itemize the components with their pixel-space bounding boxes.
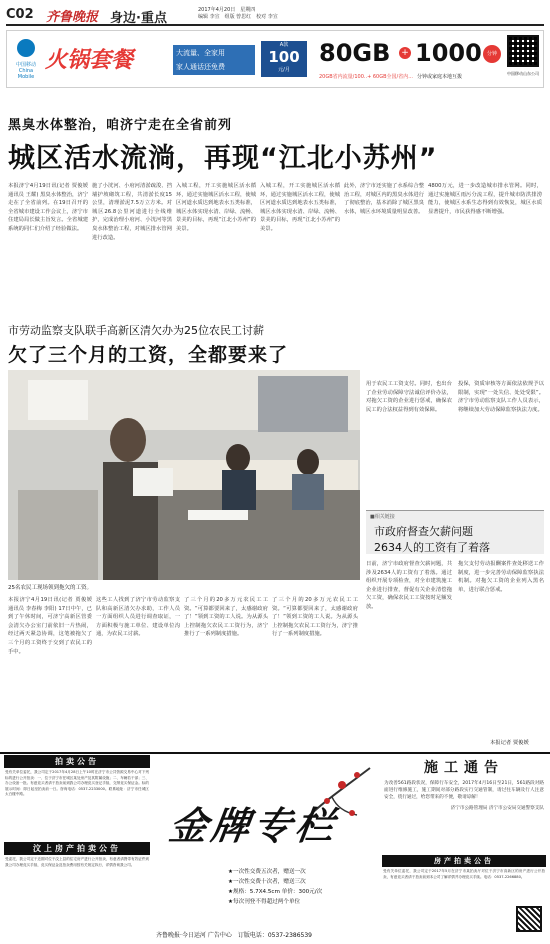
article2-col-c: 用于农民工工资支付。同时，也出台了企业劳动保障守法诚信评价办法，对拖欠工资的企业进行惩戒，确保农民工的合法权益得到有效保障。 bbox=[366, 381, 452, 413]
construction-notice-title: 施工通告 bbox=[424, 760, 504, 776]
gold-column-ad bbox=[152, 755, 378, 943]
data-amount: 80GB bbox=[319, 39, 391, 67]
article2-col-d: 投保，资质审核等方面依法依规予以限制，实现“一处失信、处处受限”。济宁市劳动监察支队工作人员表示，将继续加大劳动保障监察执法力度。 bbox=[458, 381, 544, 413]
qr-code-icon bbox=[507, 35, 539, 67]
gold-column-footer: 齐鲁晚报·今日运河 广告中心 订版电话：0537-2386539 bbox=[156, 932, 312, 939]
page-header bbox=[6, 6, 544, 26]
article2-col-f: 日前，济宁市政府督查欠薪问题，共涉及2634人的工资有了着落。通过组织开展专项检查，对全市建筑施工企业进行排查，督促有关企业清偿拖欠工资，确保农民工工资按时足额发放。 bbox=[366, 561, 452, 610]
news-photo bbox=[8, 370, 360, 580]
article2-col-g: 拖欠支付劳动报酬案件查处移送工作制度，进一步完善劳动保障监察执法机制。对拖欠工资的企业列入黑名单，进行联合惩戒。 bbox=[458, 561, 544, 593]
article1-col-6: 4800万元，进一步改造城市排水管网。同时，通过实施城区雨污分流工程，提升城市防洪排涝能力，使城区水系生态得到有效恢复，城区水质显著提升，市民获得感不断增强。 bbox=[428, 183, 542, 215]
gold-term: ★一次性交费五次者，赠送一次 bbox=[228, 869, 306, 875]
slogan-line-1: 大流量、全家用 bbox=[176, 49, 225, 57]
office-scene-image bbox=[8, 370, 360, 580]
price-value: 100 bbox=[268, 48, 300, 66]
page-number: C02 bbox=[6, 7, 34, 22]
house-auction-2 bbox=[382, 855, 546, 882]
related-tag: ■相关链接 bbox=[370, 514, 395, 520]
auction-notice bbox=[4, 755, 150, 839]
plus-icon: + bbox=[399, 47, 411, 59]
article1-col-5: 此外，济宁市还实施了水系综合整治工程，对城区内的黑臭水体进行了彻底整治，基本消除了城区黑臭水体，城区水环境质量明显改善。 bbox=[344, 183, 424, 215]
photo-caption: 25名农民工现场领到拖欠的工资。 bbox=[8, 585, 92, 591]
price-tier: A款 bbox=[279, 42, 289, 48]
fine-print: 20GB省内流量/100..+ 60GB全国/省内... bbox=[319, 74, 413, 80]
page-meta bbox=[198, 7, 348, 21]
fine-print-2: 分钟或家庭本地互拨 bbox=[417, 74, 463, 80]
related-title-2: 2634人的工资有了着落 bbox=[374, 541, 490, 554]
article2-col-e2: 了三个月的20多万元农民工工资。“可算都要回来了，太感谢政府了！”领到工资的工人说。为从源头上控制拖欠农民工工资行为，济宁推行了一系列制度措施。 bbox=[272, 597, 358, 638]
qr-caption: 中国移动山东公司 bbox=[507, 71, 539, 76]
house-auction-text: 受委托，我公司定于近期对位于汶上县的住宅房产进行公开拍卖，有意者请携带有效证件到我公司办理竞买手续，竞买保证金及拍卖费用按有关规定执行，详情咨询我公司。 bbox=[5, 857, 149, 867]
minutes-amount: 1000 bbox=[415, 39, 482, 67]
brand-logo: 齐鲁晚报 bbox=[46, 10, 99, 25]
article2-byline: 本报记者 贾俊媛 bbox=[490, 740, 529, 746]
china-mobile-logo-icon bbox=[11, 39, 41, 81]
construction-notice-text: 为改善561路段状况，保障行车安全，2017年4月16日至21日，561路段对路面进行维修施工，施工期间对部分路段实行交通管制，请过往车辆及行人注意安全，绕行通过，给您带来的不便，敬请谅解！ bbox=[384, 781, 544, 801]
section-title: 身边·重点 bbox=[110, 11, 167, 26]
article1-col-3: 入城工程，开工实施城区活水循环，通过实施城区活水工程，使城区河道水质达到地表水五类标准，城区水体实现水清、岸绿、流畅、景美的目标，再现“江北小苏州”的美景。 bbox=[176, 183, 256, 232]
article1-kicker: 黑臭水体整治，咱济宁走在全省前列 bbox=[8, 118, 233, 133]
article2-col-b: 这些工人找到了济宁市劳动监察支队和高新区清欠办求助，工作人员一方面组织人员进行调查取证，一方面积极与施工单位、建设单位沟通，为农民工讨薪。 bbox=[96, 597, 180, 638]
article1-col-4: 入城工程，开工实施城区活水循环，通过实施城区活水工程，使城区河道水质达到地表水五类标准，城区水体实现水清、岸绿、流畅、景美的目标，再现“江北小苏州”的美景。 bbox=[260, 183, 340, 232]
minutes-unit: 分钟 bbox=[483, 45, 501, 63]
construction-notice-org: 济宁市公路管理局 济宁市公安局交通警察支队 bbox=[450, 805, 544, 811]
meta-date: 2017年4月20日 星期四 bbox=[198, 7, 256, 13]
qr-code-icon bbox=[516, 906, 542, 932]
gold-term: ★一次性交费十次者，赠送三次 bbox=[228, 879, 306, 885]
price-box bbox=[261, 41, 307, 77]
wenshang-house-auction bbox=[4, 842, 150, 942]
article1-title: 城区活水流淌，再现“江北小苏州” bbox=[8, 143, 438, 174]
meta-editors: 编辑 李宣 组版 曾思红 校对 李宣 bbox=[198, 14, 278, 20]
article2-kicker: 市劳动监察支队联手高新区清欠办为25位农民工讨薪 bbox=[8, 324, 264, 337]
operator-name: 中国移动 China Mobile bbox=[15, 62, 36, 80]
slogan-line-2: 家人通话还免费 bbox=[176, 63, 225, 71]
article1-col-1: 本报济宁4月19日讯(记者 贾俊媛 通讯员 王耀) 黑臭水体整治，济宁走在了全省前列。在19日召开的全省城市建设工作会议上，济宁市住建局局长做主旨发言。全省城建系统的同仁们介绍了经验做法。 bbox=[8, 183, 88, 232]
house-auction-2-title: 房产拍卖公告 bbox=[382, 855, 546, 867]
gold-column-terms bbox=[228, 867, 322, 907]
article2-col-e: 了三个月的20多万元农民工工资。“可算都要回来了，太感谢政府了！”领到工资的工人说。为从源头上控制拖欠农民工工资行为，济宁推行了一系列制度措施。 bbox=[184, 597, 268, 638]
gold-term: ★每次刊登不得超过两个单位 bbox=[228, 899, 301, 905]
gold-column-title: 金牌专栏 bbox=[166, 803, 341, 848]
article1-col-2: 施了小洸河、小府河清淤疏浚、挡墙护坡砌筑工程，共清淤长度15公里，清理淤泥7.5万立方米。对城区26.8公里河道进行全线维护，完成治理小府河、小洸河等黑臭水体整治工程，对城区排水管网进行改造。 bbox=[92, 183, 172, 241]
house-auction-title: 汶上房产拍卖公告 bbox=[4, 842, 150, 855]
related-title-1: 市政府督查欠薪问题 bbox=[374, 525, 473, 538]
china-mobile-ad bbox=[6, 30, 544, 88]
ads-divider bbox=[0, 752, 550, 754]
house-auction-2-text: 受有关单位委托，我公司定于2017年5月在济宁市某拍卖厅对位于济宁市高新区的房产进行公开拍卖，有意竞买者请于拍卖前到本公司了解详情并办理竞买手续。电话：0537-2266880。 bbox=[383, 869, 545, 879]
promo-title: 火锅套餐 bbox=[45, 47, 134, 73]
auction-text: 受有关单位委托，我公司定于2017年4月28日上午10时在济宁市公共资源交易中心对下列标的进行公开拍卖：一、位于济宁市任城区某处房产及其附属设施；二、车辆若干部；三、办公设备一批。有意竞买者请于拍卖前到我公司办理竞买登记手续，交纳竞买保证金。标的展示时间：即日起至拍卖前一日。咨询电话：0537-2233000。联系地址：济宁市任城区太白楼中路。 bbox=[5, 770, 149, 797]
construction-notice bbox=[382, 755, 546, 812]
related-link-box bbox=[366, 510, 544, 554]
auction-title: 拍卖公告 bbox=[4, 755, 150, 768]
gold-term: ★规格：5.7X4.5cm 单价：300元/次 bbox=[228, 889, 323, 895]
promo-slogan bbox=[173, 45, 255, 75]
article2-col-a: 本报济宁4月19日讯(记者 贾俊媛 通讯员 李春梅 李阳) 17日中午，已到了午休时间，可济宁高新区管委会清欠办公室门前依旧一片热闹，经过两天紧急协调，这笔被拖欠了三个月的工资终于交到了农民工的手中。 bbox=[8, 597, 92, 655]
price-unit: 元/月 bbox=[278, 67, 290, 73]
article2-title: 欠了三个月的工资，全都要来了 bbox=[8, 344, 289, 366]
